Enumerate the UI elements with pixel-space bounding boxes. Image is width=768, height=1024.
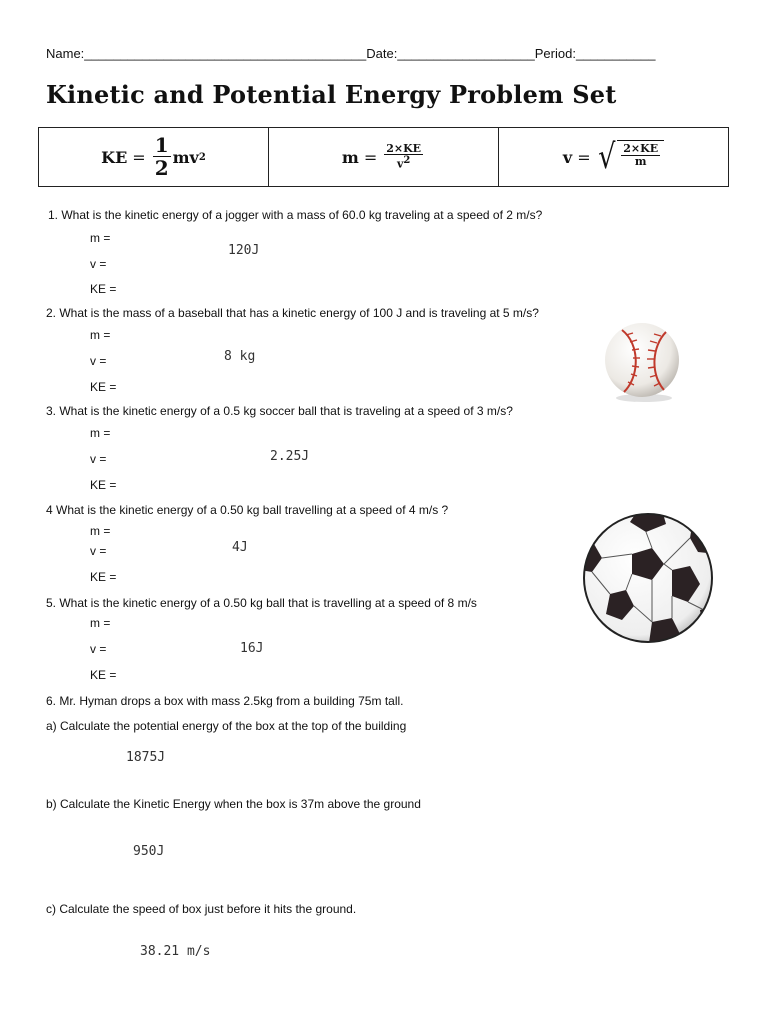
- equals-sign: =: [363, 147, 378, 167]
- soccer-ball-icon: [580, 510, 716, 646]
- q4-ke-label: KE =: [90, 570, 117, 584]
- period-label: Period:: [534, 46, 576, 61]
- equals-sign: =: [132, 147, 146, 167]
- m-symbol: m: [341, 147, 359, 167]
- fraction-numerator: 1: [154, 133, 169, 157]
- question-6a: a) Calculate the potential energy of the box at the top of the building: [46, 719, 407, 733]
- q3-m-label: m =: [90, 426, 111, 440]
- radicand: [617, 140, 664, 174]
- q2-ke-label: KE =: [90, 380, 117, 394]
- header-line: [46, 46, 655, 61]
- fraction-denominator: 2: [154, 156, 169, 180]
- exponent: 2: [198, 151, 206, 163]
- equals-sign: =: [577, 147, 591, 167]
- fraction-denominator: m: [634, 154, 647, 168]
- q4-m-label: m =: [90, 524, 111, 538]
- q2-answer: 8 kg: [224, 349, 256, 364]
- q1-m-label: m =: [90, 231, 111, 245]
- q3-answer: 2.25J: [270, 449, 310, 464]
- mv-term: mv: [172, 147, 199, 167]
- baseball-icon: [600, 320, 684, 404]
- fraction-numerator: 2×KE: [623, 142, 659, 155]
- q1-v-label: v =: [90, 257, 107, 271]
- name-label: Name:: [46, 46, 85, 61]
- baseball-image: [600, 320, 684, 404]
- question-3: 3. What is the kinetic energy of a 0.5 kg soccer ball that is traveling at a speed of 3 m/s?: [46, 404, 513, 418]
- date-label: Date:: [366, 46, 398, 61]
- v-fraction: [621, 143, 660, 168]
- fraction-denominator: [395, 155, 412, 171]
- date-blank[interactable]: ___________________: [397, 46, 535, 61]
- q3-ke-label: KE =: [90, 478, 117, 492]
- q3-v-label: v =: [90, 452, 107, 466]
- question-6b: b) Calculate the Kinetic Energy when the box is 37m above the ground: [46, 797, 421, 811]
- q5-v-label: v =: [90, 642, 107, 656]
- formula-m: [269, 128, 499, 186]
- q5-answer: 16J: [240, 641, 264, 656]
- q1-ke-label: KE =: [90, 282, 117, 296]
- formula-table: [38, 127, 729, 187]
- q4-answer: 4J: [232, 540, 248, 555]
- question-2: 2. What is the mass of a baseball that has a kinetic energy of 100 J and is traveling at 5 m/s?: [46, 306, 539, 320]
- m-fraction: [384, 143, 423, 171]
- fraction-numerator: 2×KE: [386, 141, 422, 155]
- v-term: v: [396, 158, 404, 172]
- question-6: 6. Mr. Hyman drops a box with mass 2.5kg from a building 75m tall.: [46, 694, 404, 708]
- name-blank[interactable]: _______________________________________: [84, 46, 367, 61]
- formula-ke: [39, 128, 269, 186]
- question-4: 4 What is the kinetic energy of a 0.50 kg ball travelling at a speed of 4 m/s ?: [46, 503, 449, 517]
- radical-sign-icon: √: [597, 137, 616, 177]
- q2-m-label: m =: [90, 328, 111, 342]
- q5-ke-label: KE =: [90, 668, 117, 682]
- question-5: 5. What is the kinetic energy of a 0.50 kg ball that is travelling at a speed of 8 m/s: [46, 596, 477, 610]
- q1-answer: 120J: [228, 243, 260, 258]
- ke-symbol: KE: [101, 147, 128, 167]
- question-6c: c) Calculate the speed of box just before it hits the ground.: [46, 902, 357, 916]
- q5-m-label: m =: [90, 616, 111, 630]
- v-symbol: v: [562, 147, 573, 167]
- page-title: Kinetic and Potential Energy Problem Set: [46, 80, 617, 109]
- half-fraction: [153, 135, 171, 179]
- soccer-ball-image: [580, 510, 716, 646]
- q6c-answer: 38.21 m/s: [140, 944, 211, 959]
- q4-v-label: v =: [90, 544, 107, 558]
- square-root: [596, 137, 665, 177]
- period-blank[interactable]: ___________: [575, 46, 656, 61]
- exponent: 2: [403, 155, 411, 167]
- question-1: 1. What is the kinetic energy of a jogger with a mass of 60.0 kg traveling at a speed of 2 m/s?: [48, 208, 543, 222]
- formula-v: [499, 128, 728, 186]
- q2-v-label: v =: [90, 354, 107, 368]
- q6b-answer: 950J: [133, 844, 165, 859]
- q6a-answer: 1875J: [126, 750, 166, 765]
